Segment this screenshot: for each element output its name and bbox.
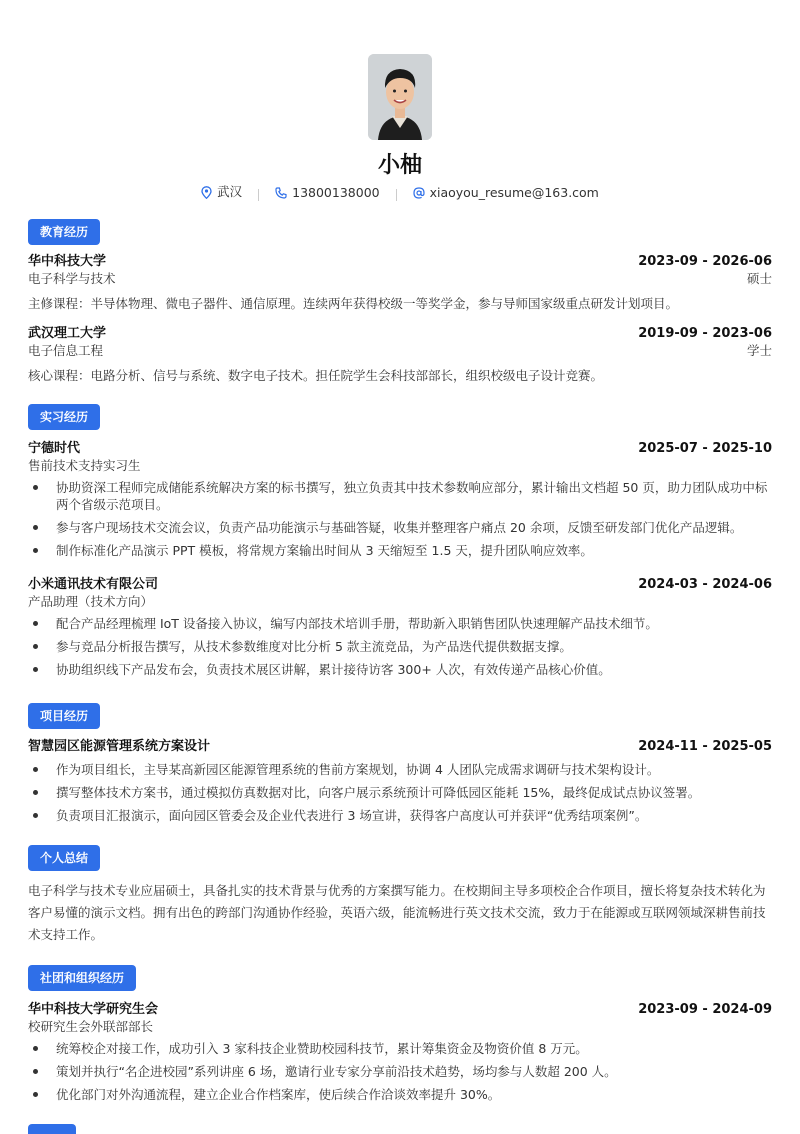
list-item: 负责项目汇报演示，面向园区管委会及企业代表进行 3 场宣讲，获得客户高度认可并获评“优秀结项案例”。 [28, 807, 772, 824]
location-item [201, 183, 242, 201]
project-item-header [28, 738, 772, 756]
section-badge-cutoff [28, 1124, 76, 1134]
degree: 学士 [746, 343, 772, 358]
degree: 硕士 [746, 271, 772, 286]
section-title-internship: 实习经历 [28, 404, 100, 430]
date-range: 2023-09 - 2026-06 [638, 254, 772, 269]
role-text: 售前技术支持实习生 [28, 458, 141, 473]
internship-item-header [28, 440, 772, 458]
divider [258, 189, 259, 201]
phone-text: 13800138000 [292, 184, 380, 200]
list-item: 优化部门对外沟通流程，建立企业合作档案库，使后续合作洽谈效率提升 30%。 [28, 1086, 772, 1103]
education-item-header [28, 325, 772, 343]
list-item: 撰写整体技术方案书，通过模拟仿真数据对比，向客户展示系统预计可降低园区能耗 15%，最终促成试点协议签署。 [28, 784, 772, 801]
list-item: 协助组织线下产品发布会，负责技术展区讲解，累计接待访客 300+ 人次，有效传递产品核心价值。 [28, 661, 772, 678]
list-item: 制作标准化产品演示 PPT 模板，将常规方案输出时间从 3 天缩短至 1.5 天，提升团队响应效率。 [28, 542, 772, 559]
bullet-list [28, 615, 772, 684]
club-item-header [28, 1001, 772, 1019]
email-item [413, 184, 599, 202]
role [28, 457, 772, 475]
summary-text: 电子科学与技术专业应届硕士，具备扎实的技术背景与优秀的方案撰写能力。在校期间主导多项校企合作项目，擅长将复杂技术转化为客户易懂的演示文档。拥有出色的跨部门沟通协作经验，英语六级，能流畅进行英文技术交流，致力于在能源或互联网领域深耕售前技术支持工作。 [28, 883, 766, 942]
avatar [368, 54, 432, 140]
section-title-summary: 个人总结 [28, 845, 100, 871]
bullet-list [28, 479, 772, 565]
education-description: 主修课程：半导体物理、微电子器件、通信原理。连续两年获得校级一等奖学金，参与导师国家级重点研发计划项目。 [28, 296, 679, 311]
school-name: 武汉理工大学 [28, 326, 107, 341]
location-pin-icon [201, 186, 212, 199]
divider [396, 189, 397, 201]
profile-photo [368, 54, 432, 140]
date-range: 2019-09 - 2023-06 [638, 326, 772, 341]
contact-info [0, 183, 800, 204]
location-text: 武汉 [217, 184, 243, 199]
date-range: 2025-07 - 2025-10 [638, 441, 772, 456]
bullet-list [28, 1040, 772, 1109]
company-name: 宁德时代 [28, 441, 81, 456]
school-name: 华中科技大学 [28, 254, 107, 269]
education-item-header [28, 253, 772, 271]
org-name: 华中科技大学研究生会 [28, 1002, 159, 1017]
section-title-project: 项目经历 [28, 703, 100, 729]
major: 电子信息工程 [28, 343, 104, 358]
company-name: 小米通讯技术有限公司 [28, 577, 159, 592]
education-item-sub [28, 342, 772, 360]
date-range: 2024-03 - 2024-06 [638, 577, 772, 592]
list-item: 协助资深工程师完成储能系统解决方案的标书撰写，独立负责其中技术参数响应部分，累计输出文档超 50 页，助力团队成功中标两个省级示范项目。 [28, 479, 772, 513]
list-item: 参与竞品分析报告撰写，从技术参数维度对比分析 5 款主流竞品，为产品迭代提供数据支撑。 [28, 638, 772, 655]
list-item: 配合产品经理梳理 IoT 设备接入协议，编写内部技术培训手册，帮助新入职销售团队快速理解产品技术细节。 [28, 615, 772, 632]
role [28, 1018, 772, 1036]
education-description: 核心课程：电路分析、信号与系统、数字电子技术。担任院学生会科技部部长，组织校级电子设计竞赛。 [28, 368, 604, 383]
phone-icon [275, 187, 287, 199]
list-item: 策划并执行“名企进校园”系列讲座 6 场，邀请行业专家分享前沿技术趋势，场均参与人数超 200 人。 [28, 1063, 772, 1080]
candidate-name: 小柚 [377, 153, 422, 178]
date-range: 2023-09 - 2024-09 [638, 1002, 772, 1017]
major: 电子科学与技术 [28, 271, 116, 286]
list-item: 统筹校企对接工作，成功引入 3 家科技企业赞助校园科技节，累计筹集资金及物资价值 8 万元。 [28, 1040, 772, 1057]
section-title-club: 社团和组织经历 [28, 965, 136, 991]
email-text: xiaoyou_resume@163.com [429, 184, 599, 200]
phone-item [275, 184, 379, 202]
section-title-education: 教育经历 [28, 219, 100, 245]
education-item-sub [28, 270, 772, 288]
role-text: 产品助理（技术方向） [28, 594, 154, 609]
list-item: 作为项目组长，主导某高新园区能源管理系统的售前方案规划，协调 4 人团队完成需求调研与技术架构设计。 [28, 761, 772, 778]
role-text: 校研究生会外联部部长 [28, 1019, 154, 1034]
internship-item-header [28, 576, 772, 594]
list-item: 参与客户现场技术交流会议，负责产品功能演示与基础答疑，收集并整理客户痛点 20 余项，反馈至研发部门优化产品逻辑。 [28, 519, 772, 536]
at-sign-icon [413, 187, 425, 199]
bullet-list [28, 761, 772, 830]
date-range: 2024-11 - 2025-05 [638, 739, 772, 754]
role [28, 593, 772, 611]
project-name: 智慧园区能源管理系统方案设计 [28, 739, 211, 754]
